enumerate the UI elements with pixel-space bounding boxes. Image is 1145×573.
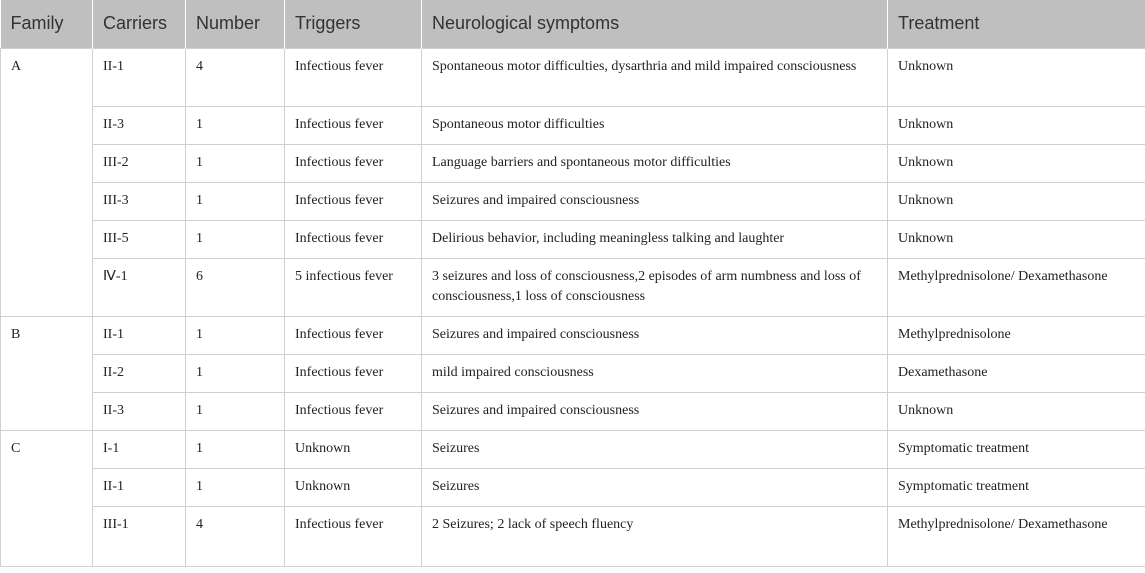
number-cell: 4 — [186, 506, 285, 566]
number-cell: 1 — [186, 392, 285, 430]
trigger-cell: Infectious fever — [285, 220, 422, 258]
symptoms-cell: Delirious behavior, including meaningless talking and laughter — [422, 220, 888, 258]
table-row — [1, 220, 1145, 258]
treatment-cell: Unknown — [888, 392, 1145, 430]
symptoms-cell: Seizures and impaired consciousness — [422, 182, 888, 220]
treatment-cell: Symptomatic treatment — [888, 468, 1145, 506]
trigger-cell: Infectious fever — [285, 48, 422, 106]
symptoms-cell: Spontaneous motor difficulties — [422, 106, 888, 144]
symptoms-cell: 3 seizures and loss of consciousness,2 episodes of arm numbness and loss of consciousness,1 loss of consciousness — [422, 258, 888, 316]
header-family: Family — [1, 0, 93, 48]
trigger-cell: Infectious fever — [285, 506, 422, 566]
trigger-cell: Infectious fever — [285, 316, 422, 354]
header-treatment: Treatment — [888, 0, 1145, 48]
symptoms-cell: Spontaneous motor difficulties, dysarthria and mild impaired consciousness — [422, 48, 888, 106]
symptoms-cell: Seizures — [422, 430, 888, 468]
number-cell: 4 — [186, 48, 285, 106]
carrier-cell: II-1 — [93, 316, 186, 354]
treatment-cell: Methylprednisolone/ Dexamethasone — [888, 506, 1145, 566]
carrier-cell: Ⅳ-1 — [93, 258, 186, 316]
trigger-cell: Unknown — [285, 430, 422, 468]
symptoms-cell: Seizures — [422, 468, 888, 506]
number-cell: 1 — [186, 144, 285, 182]
header-neurological-symptoms: Neurological symptoms — [422, 0, 888, 48]
trigger-cell: Infectious fever — [285, 354, 422, 392]
symptoms-cell: 2 Seizures; 2 lack of speech fluency — [422, 506, 888, 566]
carrier-cell: III-2 — [93, 144, 186, 182]
carrier-cell: II-3 — [93, 392, 186, 430]
carrier-cell: II-2 — [93, 354, 186, 392]
number-cell: 1 — [186, 182, 285, 220]
table-row — [1, 468, 1145, 506]
trigger-cell: Unknown — [285, 468, 422, 506]
treatment-cell: Methylprednisolone/ Dexamethasone — [888, 258, 1145, 316]
table-row — [1, 48, 1145, 106]
carrier-cell: III-3 — [93, 182, 186, 220]
table-row — [1, 354, 1145, 392]
treatment-cell: Symptomatic treatment — [888, 430, 1145, 468]
table-row — [1, 316, 1145, 354]
table-row — [1, 106, 1145, 144]
treatment-cell: Unknown — [888, 48, 1145, 106]
number-cell: 1 — [186, 354, 285, 392]
treatment-cell: Methylprednisolone — [888, 316, 1145, 354]
header-triggers: Triggers — [285, 0, 422, 48]
trigger-cell: Infectious fever — [285, 144, 422, 182]
table-row — [1, 392, 1145, 430]
carrier-cell: II-1 — [93, 468, 186, 506]
carrier-cell: I-1 — [93, 430, 186, 468]
symptoms-cell: Language barriers and spontaneous motor difficulties — [422, 144, 888, 182]
carrier-cell: II-3 — [93, 106, 186, 144]
trigger-cell: Infectious fever — [285, 392, 422, 430]
trigger-cell: Infectious fever — [285, 106, 422, 144]
header-number: Number — [186, 0, 285, 48]
symptoms-cell: mild impaired consciousness — [422, 354, 888, 392]
trigger-cell: 5 infectious fever — [285, 258, 422, 316]
header-carriers: Carriers — [93, 0, 186, 48]
treatment-cell: Dexamethasone — [888, 354, 1145, 392]
header-row — [1, 0, 1145, 48]
table-row — [1, 506, 1145, 566]
family-cell: A — [1, 48, 93, 316]
treatment-cell: Unknown — [888, 144, 1145, 182]
table-row — [1, 144, 1145, 182]
carrier-cell: III-5 — [93, 220, 186, 258]
family-cell: B — [1, 316, 93, 430]
number-cell: 6 — [186, 258, 285, 316]
table-row — [1, 258, 1145, 316]
family-cell: C — [1, 430, 93, 566]
number-cell: 1 — [186, 316, 285, 354]
number-cell: 1 — [186, 430, 285, 468]
number-cell: 1 — [186, 220, 285, 258]
number-cell: 1 — [186, 106, 285, 144]
symptoms-cell: Seizures and impaired consciousness — [422, 316, 888, 354]
trigger-cell: Infectious fever — [285, 182, 422, 220]
treatment-cell: Unknown — [888, 182, 1145, 220]
symptoms-cell: Seizures and impaired consciousness — [422, 392, 888, 430]
table-row — [1, 430, 1145, 468]
carrier-cell: II-1 — [93, 48, 186, 106]
treatment-cell: Unknown — [888, 106, 1145, 144]
table-row — [1, 182, 1145, 220]
carrier-cell: III-1 — [93, 506, 186, 566]
treatment-cell: Unknown — [888, 220, 1145, 258]
number-cell: 1 — [186, 468, 285, 506]
